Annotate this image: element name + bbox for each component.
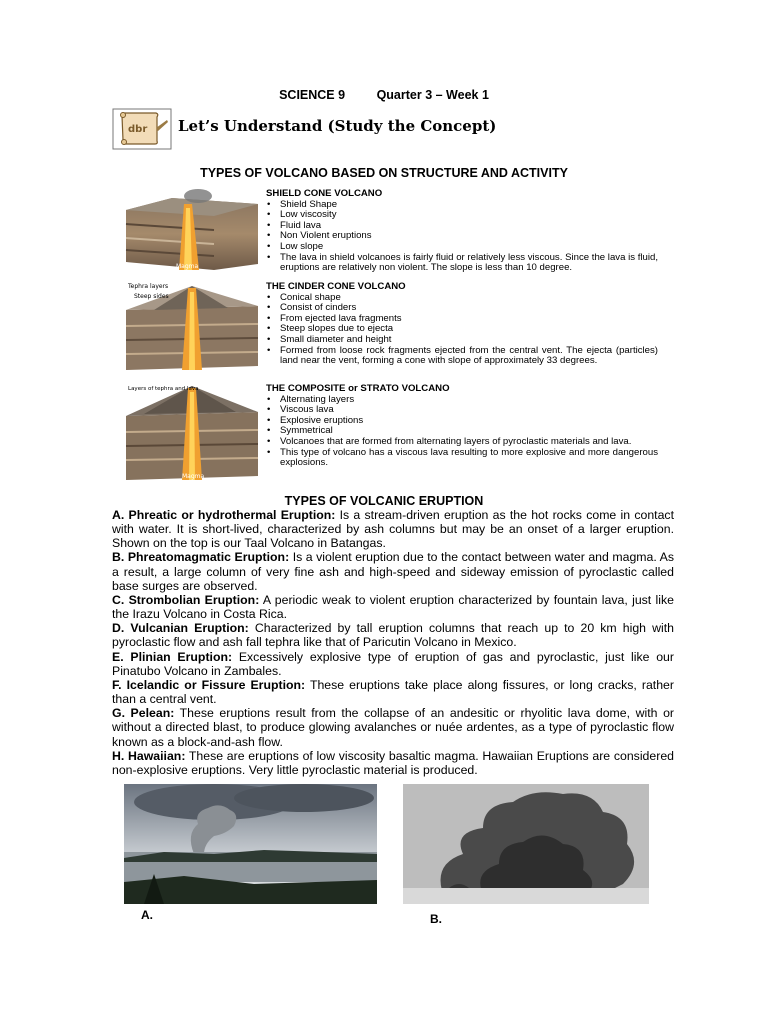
eruption-types-heading: TYPES OF VOLCANIC ERUPTION [284, 494, 484, 508]
svg-text:dbr: dbr [128, 124, 148, 135]
cinder-cone-text [266, 282, 658, 367]
cinder-cone-diagram [124, 280, 260, 372]
eruption-desc: These are eruptions of low viscosity basaltic magma. Hawaiian Eruptions are considered non-explosive eruptions. Very little pyroclastic material is produced. [112, 748, 674, 777]
eruption-term: C. Strombolian Eruption: [112, 592, 260, 607]
tephra-label: Tephra layers [128, 283, 169, 290]
magma-label: Magma [176, 263, 199, 270]
list-item: • Small diameter and height [266, 335, 658, 346]
eruption-item [112, 650, 674, 678]
list-item: • Shield Shape [266, 200, 658, 211]
eruption-desc: Characterized by tall eruption columns that reach up to 20 km high with pyroclastic flow and ash fall tephra like that of Paricutin Volcano in Mexico. [112, 621, 674, 650]
list-item: • Formed from loose rock fragments ejected from the central vent. The ejecta (particles) land near the vent, forming a cone with slope of approximately 33 degrees. [266, 346, 658, 367]
eruption-item [112, 621, 674, 649]
volcano-title: SHIELD CONE VOLCANO [266, 188, 383, 199]
photo-caption-a: A. [141, 908, 153, 922]
subject-label: SCIENCE 9 [279, 88, 346, 102]
list-item: • This type of volcano has a viscous lava resulting to more explosive and more dangerous explosions. [266, 448, 658, 469]
phreatomagmatic-eruption-photo [403, 784, 649, 904]
steep-sides-label: Steep sides [134, 293, 169, 300]
eruption-term: B. Phreatomagmatic Eruption: [112, 550, 290, 565]
shield-volcano-text [266, 189, 658, 274]
list-item: • Explosive eruptions [266, 416, 658, 427]
shield-volcano-diagram [124, 186, 260, 272]
eruption-desc: These eruptions take place along fissures, or long cracks, rather than a central vent. [112, 677, 674, 707]
list-item: • Volcanoes that are formed from alternating layers of pyroclastic materials and lava. [266, 437, 658, 448]
scroll-document-icon [112, 108, 172, 150]
eruption-desc: Excessively explosive type of eruption of gas and pyroclastic, just like our Pinatubo Volcano in Zambales. [112, 649, 674, 678]
list-item: • Viscous lava [266, 405, 658, 416]
photo-caption-b: B. [430, 912, 442, 926]
list-item: • The lava in shield volcanoes is fairly fluid or relatively less viscous. Since the lava is fluid, eruptions are relatively non violent. The slope is less than 10 degree. [266, 253, 658, 274]
eruption-term: D. Vulcanian Eruption: [112, 621, 249, 636]
list-item: • From ejected lava fragments [266, 314, 658, 325]
list-item: • Fluid lava [266, 221, 658, 232]
eruption-item [112, 550, 674, 592]
list-item: • Alternating layers [266, 395, 658, 406]
eruption-item [112, 508, 674, 550]
eruption-item [112, 678, 674, 706]
list-item: • Non Violent eruptions [266, 231, 658, 242]
list-item: • Conical shape [266, 293, 658, 304]
eruption-desc: Is a violent eruption due to the contact between water and magma. As a result, a large column of very fine ash and high-speed and sideway emission of pyroclastic called base surges are observed. [112, 550, 674, 593]
volcano-types-heading: TYPES OF VOLCANO BASED ON STRUCTURE AND ACTIVITY [200, 166, 568, 180]
eruption-item [112, 593, 674, 621]
volcano-title: THE COMPOSITE or STRATO VOLCANO [266, 383, 450, 394]
eruption-term: G. Pelean: [112, 706, 175, 721]
eruption-desc: A periodic weak to violent eruption characterized by fountain lava, just like the Irazu Volcano in Costa Rica. [112, 592, 674, 622]
eruption-item [112, 749, 674, 777]
composite-volcano-diagram [124, 382, 260, 482]
composite-volcano-text [266, 384, 658, 469]
taal-volcano-photo [124, 784, 377, 904]
volcano-title: THE CINDER CONE VOLCANO [266, 281, 406, 292]
eruption-desc: Is a stream-driven eruption as the hot rocks come in contact with water. It is short-lived, characterized by ash columns but may be an onset of a larger eruption. Shown on the top is our Taal Volcano in Batangas. [112, 508, 674, 551]
tephra-lava-label: Layers of tephra and lava [128, 386, 199, 392]
list-item: • Steep slopes due to ejecta [266, 324, 658, 335]
list-item: • Low viscosity [266, 210, 658, 221]
eruption-list [112, 508, 674, 777]
eruption-item [112, 706, 674, 748]
list-item: • Low slope [266, 242, 658, 253]
list-item: • Symmetrical [266, 426, 658, 437]
vent-label: Vent [132, 197, 146, 204]
eruption-desc: These eruptions result from the collapse of an andesitic or rhyolitic lava dome, with or without a directed blast, to produce glowing avalanches or nuée ardentes, as a type of pyroclastic flow known as a block-and-ash flow. [112, 706, 674, 749]
lesson-title: Let’s Understand (Study the Concept) [178, 117, 497, 135]
document-header [0, 88, 768, 102]
eruption-term: E. Plinian Eruption: [112, 649, 233, 664]
quarter-label: Quarter 3 – Week 1 [376, 88, 489, 102]
magma-label: Magma [182, 473, 205, 480]
list-item: • Consist of cinders [266, 303, 658, 314]
eruption-term: F. Icelandic or Fissure Eruption: [112, 677, 306, 692]
eruption-term: A. Phreatic or hydrothermal Eruption: [112, 508, 336, 522]
eruption-term: H. Hawaiian: [112, 748, 186, 763]
